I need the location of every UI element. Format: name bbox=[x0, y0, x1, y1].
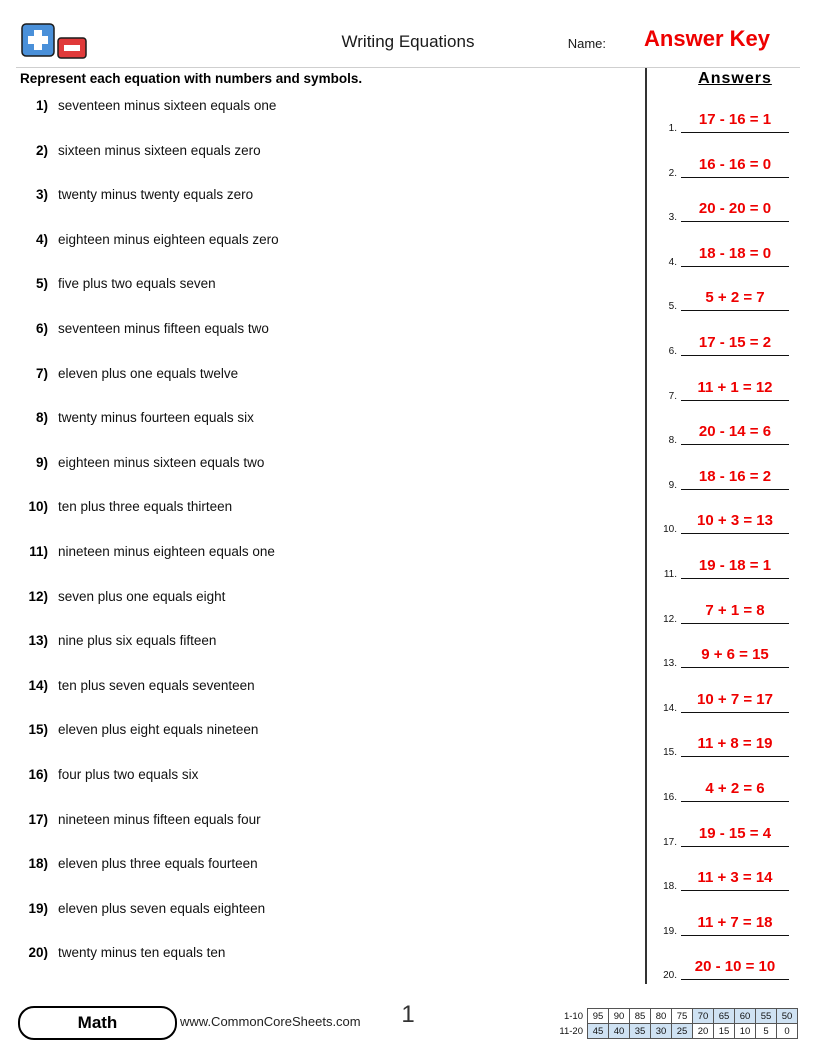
question-text: seventeen minus fifteen equals two bbox=[58, 320, 269, 336]
answer-key-label: Answer Key bbox=[644, 26, 770, 51]
question-number: 13) bbox=[28, 633, 48, 649]
question-number: 18) bbox=[28, 856, 48, 872]
question-text: nineteen minus fifteen equals four bbox=[58, 811, 261, 827]
question-row bbox=[22, 589, 622, 634]
question-number: 8) bbox=[35, 410, 48, 426]
question-text: eleven plus three equals fourteen bbox=[58, 856, 258, 872]
column-separator bbox=[645, 68, 647, 984]
scale-cell: 0 bbox=[777, 1024, 798, 1039]
grading-scale-table bbox=[549, 1008, 798, 1039]
answer-value: 10 + 3 = 13 bbox=[681, 511, 789, 534]
question-text: nineteen minus eighteen equals one bbox=[58, 543, 275, 559]
page-header bbox=[18, 24, 798, 64]
question-number: 1) bbox=[35, 98, 48, 113]
question-text: eleven plus seven equals eighteen bbox=[58, 900, 266, 916]
answer-number: 13. bbox=[663, 658, 677, 670]
answer-number: 3. bbox=[668, 212, 677, 224]
answer-row bbox=[655, 913, 810, 958]
scale-row-label: 1-10 bbox=[563, 1010, 583, 1022]
question-number: 16) bbox=[28, 766, 48, 782]
question-row bbox=[22, 544, 622, 589]
question-row bbox=[22, 321, 622, 366]
question-row bbox=[22, 767, 622, 812]
answer-row bbox=[655, 734, 810, 779]
question-text: eighteen minus eighteen equals zero bbox=[58, 231, 279, 247]
answer-value: 18 - 16 = 2 bbox=[681, 467, 789, 490]
question-row bbox=[22, 678, 622, 723]
answer-row bbox=[655, 601, 810, 646]
answer-number: 15. bbox=[663, 747, 677, 759]
scale-cell: 80 bbox=[651, 1009, 672, 1024]
scale-cell: 25 bbox=[672, 1024, 693, 1039]
answer-value: 20 - 14 = 6 bbox=[681, 422, 789, 445]
question-number: 3) bbox=[35, 187, 48, 203]
question-number: 11) bbox=[29, 543, 48, 559]
question-number: 7) bbox=[35, 365, 48, 381]
table-row bbox=[549, 1024, 798, 1039]
question-text: twenty minus fourteen equals six bbox=[58, 410, 254, 426]
answer-row bbox=[655, 645, 810, 690]
subject-badge: Math bbox=[18, 1006, 177, 1040]
scale-cell: 75 bbox=[672, 1009, 693, 1024]
answer-number: 7. bbox=[668, 390, 677, 402]
question-number: 15) bbox=[28, 722, 48, 738]
page-footer bbox=[0, 994, 816, 1056]
header-divider bbox=[16, 67, 800, 68]
table-row bbox=[549, 1009, 798, 1024]
answer-number: 8. bbox=[668, 435, 677, 447]
question-number: 12) bbox=[28, 588, 48, 604]
scale-cell: 15 bbox=[714, 1024, 735, 1039]
question-number: 10) bbox=[28, 499, 48, 515]
answer-row bbox=[655, 556, 810, 601]
question-number: 9) bbox=[35, 454, 48, 470]
scale-cell: 5 bbox=[756, 1024, 777, 1039]
scale-cell: 20 bbox=[693, 1024, 714, 1039]
instruction-text: Represent each equation with numbers and symbols. bbox=[20, 71, 363, 86]
question-text: seventeen minus sixteen equals one bbox=[58, 98, 277, 113]
question-row bbox=[22, 276, 622, 321]
answer-row bbox=[655, 779, 810, 824]
question-text: five plus two equals seven bbox=[58, 276, 216, 292]
question-row bbox=[22, 143, 622, 188]
answer-number: 4. bbox=[668, 256, 677, 268]
answer-value: 7 + 1 = 8 bbox=[681, 601, 789, 624]
answer-number: 5. bbox=[668, 301, 677, 313]
scale-cell: 65 bbox=[714, 1009, 735, 1024]
answer-number: 11. bbox=[663, 568, 677, 580]
question-text: twenty minus twenty equals zero bbox=[58, 187, 254, 203]
scale-cell: 50 bbox=[777, 1009, 798, 1024]
answer-number: 1. bbox=[668, 123, 677, 134]
answer-value: 19 - 18 = 1 bbox=[681, 556, 789, 579]
scale-cell: 45 bbox=[588, 1024, 609, 1039]
answer-value: 4 + 2 = 6 bbox=[681, 779, 789, 802]
scale-cell: 85 bbox=[630, 1009, 651, 1024]
answer-number: 16. bbox=[663, 791, 677, 803]
answer-row bbox=[655, 690, 810, 735]
answer-value: 19 - 15 = 4 bbox=[681, 824, 789, 847]
question-row bbox=[22, 366, 622, 411]
answer-row bbox=[655, 110, 810, 155]
page-number: 1 bbox=[401, 1001, 415, 1028]
answer-number: 17. bbox=[663, 836, 677, 848]
question-text: seven plus one equals eight bbox=[58, 588, 226, 604]
scale-cell: 70 bbox=[693, 1009, 714, 1024]
question-number: 2) bbox=[35, 142, 48, 158]
answer-number: 9. bbox=[668, 479, 677, 491]
question-number: 17) bbox=[28, 811, 48, 827]
name-label: Name: bbox=[567, 36, 606, 51]
answer-value: 18 - 18 = 0 bbox=[681, 244, 789, 267]
question-text: twenty minus ten equals ten bbox=[58, 945, 226, 961]
question-text: nine plus six equals fifteen bbox=[58, 633, 217, 649]
answer-number: 12. bbox=[663, 613, 677, 625]
question-number: 19) bbox=[28, 900, 48, 916]
answer-value: 11 + 7 = 18 bbox=[681, 913, 789, 936]
question-row bbox=[22, 232, 622, 277]
answer-value: 20 - 20 = 0 bbox=[681, 199, 789, 222]
question-row bbox=[22, 499, 622, 544]
question-row bbox=[22, 633, 622, 678]
answer-value: 11 + 3 = 14 bbox=[681, 868, 789, 891]
question-row bbox=[22, 856, 622, 901]
answer-row bbox=[655, 155, 810, 200]
question-text: eleven plus eight equals nineteen bbox=[58, 722, 259, 738]
answer-row bbox=[655, 288, 810, 333]
answer-value: 20 - 10 = 10 bbox=[681, 957, 789, 980]
question-text: ten plus seven equals seventeen bbox=[58, 677, 255, 693]
answer-value: 11 + 1 = 12 bbox=[681, 378, 789, 401]
answer-number: 20. bbox=[663, 970, 677, 982]
answer-value: 11 + 8 = 19 bbox=[681, 734, 789, 757]
question-number: 4) bbox=[35, 231, 48, 247]
scale-cell: 40 bbox=[609, 1024, 630, 1039]
scale-cell: 90 bbox=[609, 1009, 630, 1024]
question-row bbox=[22, 901, 622, 946]
answer-row bbox=[655, 378, 810, 423]
answer-number: 2. bbox=[668, 167, 677, 179]
answer-value: 10 + 7 = 17 bbox=[681, 690, 789, 713]
answer-row bbox=[655, 244, 810, 289]
answer-value: 17 - 15 = 2 bbox=[681, 333, 789, 356]
question-row bbox=[22, 187, 622, 232]
question-text: sixteen minus sixteen equals zero bbox=[58, 142, 261, 158]
question-text: eighteen minus sixteen equals two bbox=[58, 454, 265, 470]
question-row bbox=[22, 410, 622, 455]
answer-value: 17 - 16 = 1 bbox=[681, 110, 789, 133]
questions-list bbox=[22, 98, 622, 990]
question-text: eleven plus one equals twelve bbox=[58, 365, 239, 381]
answer-row bbox=[655, 824, 810, 869]
scale-cell: 10 bbox=[735, 1024, 756, 1039]
scale-row-label: 11-20 bbox=[559, 1025, 583, 1037]
question-row bbox=[22, 722, 622, 767]
question-text: four plus two equals six bbox=[58, 766, 199, 782]
answer-row bbox=[655, 422, 810, 467]
question-text: ten plus three equals thirteen bbox=[58, 499, 233, 515]
answer-number: 6. bbox=[668, 345, 677, 357]
question-row bbox=[22, 98, 622, 143]
scale-cell: 30 bbox=[651, 1024, 672, 1039]
scale-cell: 95 bbox=[588, 1009, 609, 1024]
answer-value: 16 - 16 = 0 bbox=[681, 155, 789, 178]
question-row bbox=[22, 945, 622, 990]
answer-value: 9 + 6 = 15 bbox=[681, 645, 789, 668]
question-number: 5) bbox=[35, 276, 48, 292]
question-number: 14) bbox=[28, 677, 48, 693]
answer-row bbox=[655, 333, 810, 378]
answers-header: Answers bbox=[698, 70, 772, 87]
answer-row bbox=[655, 511, 810, 556]
question-number: 20) bbox=[28, 945, 48, 961]
question-number: 6) bbox=[35, 320, 48, 336]
scale-cell: 35 bbox=[630, 1024, 651, 1039]
answer-row bbox=[655, 868, 810, 913]
answer-row bbox=[655, 467, 810, 512]
answer-value: 5 + 2 = 7 bbox=[681, 288, 789, 311]
question-row bbox=[22, 812, 622, 857]
scale-cell: 55 bbox=[756, 1009, 777, 1024]
page-title: Writing Equations bbox=[341, 32, 475, 51]
scale-cell: 60 bbox=[735, 1009, 756, 1024]
question-row bbox=[22, 455, 622, 500]
answer-number: 14. bbox=[663, 702, 677, 714]
website-url: www.CommonCoreSheets.com bbox=[180, 1014, 361, 1029]
answer-number: 10. bbox=[663, 524, 677, 536]
answers-list bbox=[655, 110, 810, 1002]
answer-row bbox=[655, 199, 810, 244]
answer-number: 19. bbox=[663, 925, 677, 937]
answer-number: 18. bbox=[663, 881, 677, 893]
